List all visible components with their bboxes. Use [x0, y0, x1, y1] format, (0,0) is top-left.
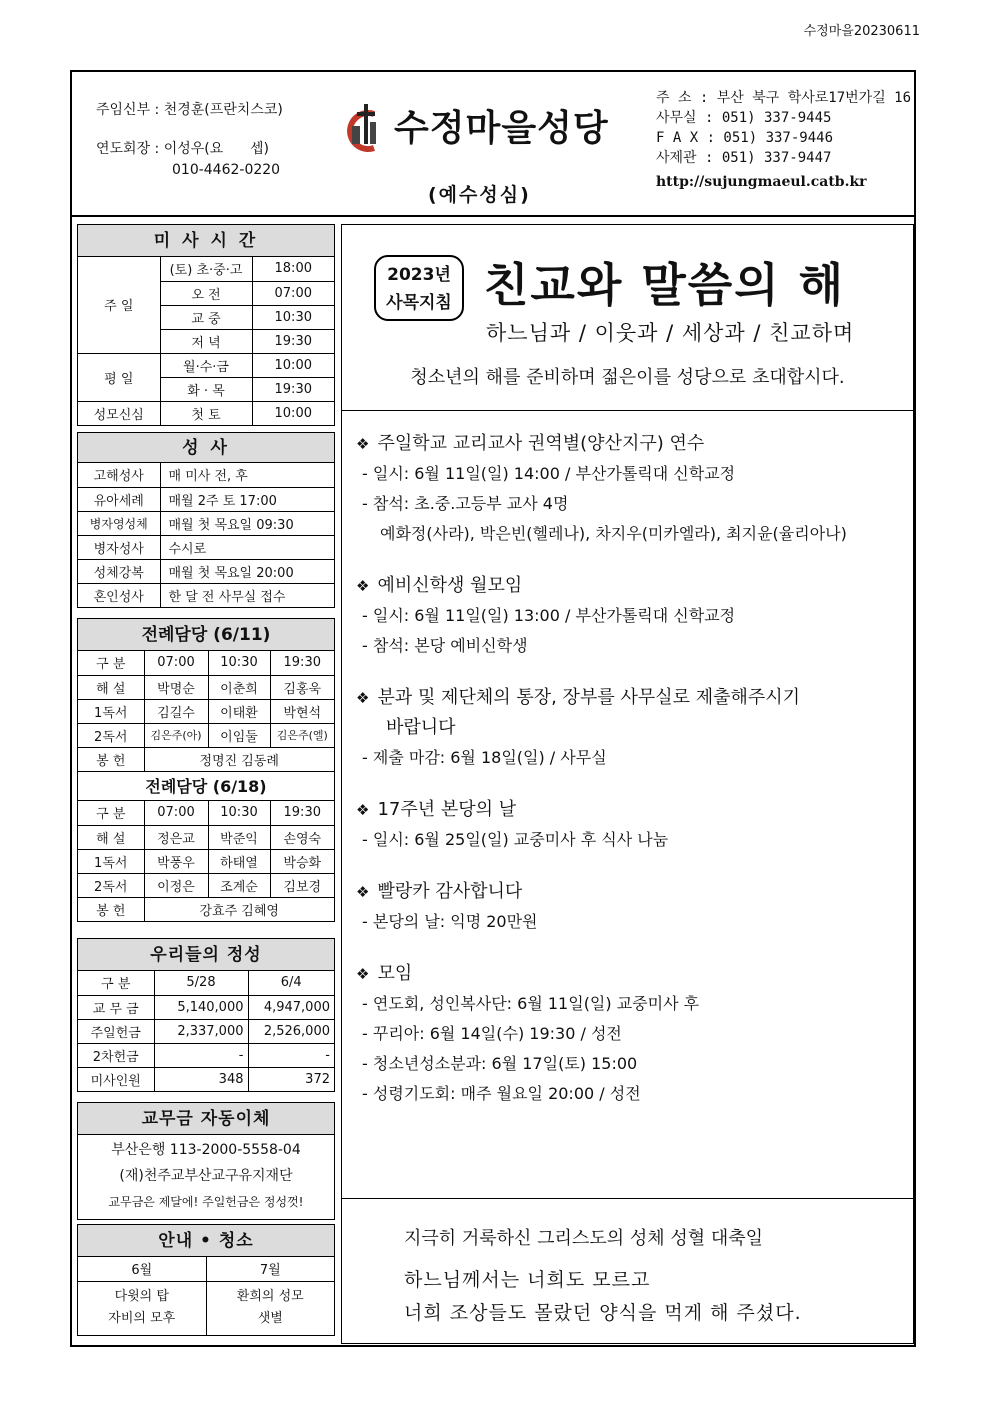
weekday-label: 평 일: [78, 353, 160, 401]
news-line: - 본당의 날: 익명 20만원: [362, 912, 538, 931]
bullet-icon: ❖: [356, 801, 370, 819]
pastoral-slogan: 친교와 말씀의 해: [484, 258, 846, 312]
bullet-icon: ❖: [356, 883, 370, 901]
mass-slot: 화 · 목: [160, 377, 252, 401]
liturgy-header: 07:00: [144, 651, 208, 675]
cleaning-group: 환희의 성모: [236, 1289, 304, 1305]
news-line: - 참석: 본당 예비신학생: [362, 636, 528, 655]
offering-note: 교무금은 제달에! 주일헌금은 정성껏!: [108, 1195, 304, 1209]
mass-slot: 오 전: [160, 281, 252, 305]
offering-amount: 372: [248, 1067, 334, 1091]
news-line: - 성령기도회: 매주 월요일 20:00 / 성전: [362, 1084, 641, 1103]
liturgy-offering: 정명진 김동례: [144, 747, 334, 771]
liturgy-person: 정은교: [144, 825, 208, 849]
liturgy-person: 김은주(엘): [270, 723, 334, 747]
sacrament-name: 혼인성사: [78, 583, 160, 607]
address: 주 소 : 부산 북구 학사로17번가길 16: [656, 90, 912, 106]
sacrament-value: 매월 2주 토 17:00: [160, 487, 334, 511]
account-holder: (재)천주교부산교구유지재단: [119, 1168, 293, 1184]
quote-line: 하느님께서는 너희도 모르고: [404, 1269, 651, 1291]
offering-category: 2차헌금: [78, 1043, 154, 1067]
header-contacts-left: [96, 100, 283, 181]
auto-transfer-box: [77, 1102, 335, 1220]
liturgy-person: 김보경: [270, 873, 334, 897]
badge-label: 사목지침: [386, 293, 452, 313]
council-phone: 010-4462-0220: [172, 162, 281, 178]
marian-label: 성모신심: [78, 401, 160, 425]
sacrament-value: 한 달 전 사무실 접수: [160, 583, 334, 607]
liturgy-header: 구 분: [78, 651, 144, 675]
news-title: 빨랑카 감사합니다: [377, 881, 523, 902]
news-line: - 참석: 초.중.고등부 교사 4명: [362, 494, 569, 513]
news-section: [342, 411, 913, 1199]
news-line: - 청소년성소분과: 6월 17일(토) 15:00: [362, 1054, 638, 1073]
parish-emblem-icon: [344, 100, 390, 156]
cleaning-title: 안내 • 청소: [78, 1225, 334, 1257]
liturgy-person: 김길수: [144, 699, 208, 723]
mass-time: 18:00: [252, 257, 334, 281]
pastoral-banner: [342, 225, 913, 411]
bank-account: 부산은행 113-2000-5558-04: [111, 1142, 301, 1158]
news-item: [356, 877, 899, 937]
bullet-icon: ❖: [356, 965, 370, 983]
cleaning-june: [78, 1281, 206, 1335]
news-item: [356, 683, 899, 773]
liturgy-0611-table: [78, 651, 334, 771]
cleaning-table: [78, 1257, 334, 1335]
news-title: 17주년 본당의 날: [377, 799, 517, 820]
liturgy-header: 10:30: [208, 801, 270, 825]
sunday-label: 주 일: [78, 257, 160, 353]
news-title: 주일학교 교리교사 권역별(양산지구) 연수: [377, 433, 705, 454]
mass-times-box: [77, 224, 335, 426]
sacraments-title: 성 사: [78, 433, 334, 463]
news-item: [356, 795, 899, 855]
news-line: 예화정(사라), 박은빈(헬레나), 차지우(미카엘라), 최지윤(율리아나): [380, 524, 847, 543]
offering-amount: 5,140,000: [154, 995, 248, 1019]
pastoral-badge: [374, 255, 464, 321]
cleaning-group: 샛별: [257, 1311, 283, 1327]
liturgy-role: 봉 헌: [78, 747, 144, 771]
news-line: - 꾸리아: 6월 14일(수) 19:30 / 성전: [362, 1024, 622, 1043]
liturgy-person: 하태열: [208, 849, 270, 873]
mass-slot: 교 중: [160, 305, 252, 329]
liturgy-box: [77, 618, 335, 922]
feast-name: (예수성심): [428, 184, 531, 206]
liturgy-header: 구 분: [78, 801, 144, 825]
cleaning-group: 자비의 모후: [108, 1311, 176, 1327]
liturgy-person: 김은주(아): [144, 723, 208, 747]
sacrament-value: 수시로: [160, 535, 334, 559]
offering-category: 교 무 금: [78, 995, 154, 1019]
sacraments-box: [77, 432, 335, 608]
liturgy-person: 박명순: [144, 675, 208, 699]
parish-logo: [344, 100, 634, 160]
offerings-box: [77, 938, 335, 1092]
offering-amount: -: [154, 1043, 248, 1067]
bulletin-frame: [70, 70, 916, 1347]
offerings-header: 6/4: [248, 971, 334, 995]
liturgy-person: 손영숙: [270, 825, 334, 849]
offering-amount: 348: [154, 1067, 248, 1091]
liturgy-header: 19:30: [270, 651, 334, 675]
news-line: - 일시: 6월 25일(일) 교중미사 후 식사 나눔: [362, 830, 669, 849]
auto-transfer-info: [78, 1135, 334, 1219]
cleaning-july: [206, 1281, 334, 1335]
news-line: - 연도회, 성인복사단: 6월 11일(일) 교중미사 후: [362, 994, 700, 1013]
liturgy-role: 해 설: [78, 825, 144, 849]
bullet-icon: ❖: [356, 435, 370, 453]
sacrament-value: 매 미사 전, 후: [160, 463, 334, 487]
liturgy-role: 2독서: [78, 723, 144, 747]
mass-slot: 첫 토: [160, 401, 252, 425]
auto-transfer-title: 교무금 자동이체: [78, 1103, 334, 1135]
liturgy-person: 박풍우: [144, 849, 208, 873]
scripture-quote: [342, 1200, 913, 1343]
sacrament-value: 매월 첫 목요일 20:00: [160, 559, 334, 583]
liturgy-role: 해 설: [78, 675, 144, 699]
pastoral-note: 청소년의 해를 준비하며 젊은이를 성당으로 초대합시다.: [410, 367, 845, 388]
news-line: - 일시: 6월 11일(일) 13:00 / 부산가톨릭대 신학교정: [362, 606, 736, 625]
offering-amount: -: [248, 1043, 334, 1067]
liturgy-offering: 강효주 김혜영: [144, 897, 334, 921]
cleaning-group: 다윗의 탑: [114, 1289, 169, 1305]
news-item: [356, 429, 899, 549]
liturgy-role: 2독서: [78, 873, 144, 897]
mass-times-table: [78, 257, 334, 425]
main-column: [341, 224, 914, 1344]
news-title: 예비신학생 월모임: [377, 575, 523, 596]
liturgy-person: 박준익: [208, 825, 270, 849]
liturgy-header: 19:30: [270, 801, 334, 825]
document-id: 수정마을20230611: [803, 24, 920, 39]
sacrament-value: 매월 첫 목요일 09:30: [160, 511, 334, 535]
council-head-line: 연도회장 : 이성우(요 셉): [96, 141, 269, 157]
offering-category: 미사인원: [78, 1067, 154, 1091]
offering-amount: 4,947,000: [248, 995, 334, 1019]
liturgy-person: 박승화: [270, 849, 334, 873]
liturgy-person: 김홍욱: [270, 675, 334, 699]
header: [72, 72, 914, 217]
news-title: 모임: [377, 963, 413, 984]
mass-time: 19:30: [252, 329, 334, 353]
mass-time: 10:00: [252, 401, 334, 425]
header-contacts-right: [656, 88, 911, 192]
quote-line: 너희 조상들도 몰랐던 양식을 먹게 해 주셨다.: [404, 1302, 802, 1324]
liturgy-header: 10:30: [208, 651, 270, 675]
offering-amount: 2,337,000: [154, 1019, 248, 1043]
offerings-title: 우리들의 정성: [78, 939, 334, 971]
sacrament-name: 병자성사: [78, 535, 160, 559]
offering-category: 주일헌금: [78, 1019, 154, 1043]
website-link[interactable]: http://sujungmaeul.catb.kr: [656, 174, 867, 190]
sacrament-name: 유아세례: [78, 487, 160, 511]
liturgy-0618-title: 전례담당 (6/18): [78, 771, 334, 801]
mass-slot: 저 녁: [160, 329, 252, 353]
news-line: - 제출 마감: 6월 18일(일) / 사무실: [362, 748, 607, 767]
sacrament-name: 고해성사: [78, 463, 160, 487]
offerings-table: [78, 971, 334, 1091]
mass-time: 10:00: [252, 353, 334, 377]
news-item: [356, 959, 899, 1109]
fax: F A X : 051) 337-9446: [656, 130, 834, 146]
office-phone: 사무실 : 051) 337-9445: [656, 110, 832, 126]
mass-time: 07:00: [252, 281, 334, 305]
rectory-phone: 사제관 : 051) 337-9447: [656, 150, 832, 166]
liturgy-person: 이임둘: [208, 723, 270, 747]
liturgy-0618-table: [78, 801, 334, 921]
cleaning-month: 6월: [78, 1257, 206, 1281]
mass-time: 19:30: [252, 377, 334, 401]
liturgy-0611-title: 전례담당 (6/11): [78, 619, 334, 651]
offering-amount: 2,526,000: [248, 1019, 334, 1043]
cleaning-box: [77, 1224, 335, 1336]
liturgy-person: 이태환: [208, 699, 270, 723]
liturgy-person: 이정은: [144, 873, 208, 897]
news-title: 분과 및 제단체의 통장, 장부를 사무실로 제출해주시기: [377, 687, 801, 708]
pastor-line: 주임신부 : 천경훈(프란치스코): [96, 102, 283, 118]
cleaning-month: 7월: [206, 1257, 334, 1281]
news-title-cont: 바랍니다: [386, 717, 456, 738]
sacrament-name: 성체강복: [78, 559, 160, 583]
sacraments-table: [78, 463, 334, 607]
liturgy-header: 07:00: [144, 801, 208, 825]
quote-title: 지극히 거룩하신 그리스도의 성체 성혈 대축일: [404, 1228, 763, 1249]
liturgy-person: 박현석: [270, 699, 334, 723]
bullet-icon: ❖: [356, 577, 370, 595]
news-line: - 일시: 6월 11일(일) 14:00 / 부산가톨릭대 신학교정: [362, 464, 736, 483]
mass-time: 10:30: [252, 305, 334, 329]
pastoral-subtitle: 하느님과 / 이웃과 / 세상과 / 친교하며: [486, 321, 855, 345]
mass-times-title: 미 사 시 간: [78, 225, 334, 257]
badge-year: 2023년: [387, 265, 451, 285]
mass-slot: 월·수·금: [160, 353, 252, 377]
liturgy-person: 조계순: [208, 873, 270, 897]
mass-slot: (토) 초·중·고: [160, 257, 252, 281]
liturgy-role: 1독서: [78, 699, 144, 723]
offerings-header: 5/28: [154, 971, 248, 995]
bullet-icon: ❖: [356, 689, 370, 707]
offerings-header: 구 분: [78, 971, 154, 995]
parish-name: 수정마을성당: [394, 108, 609, 149]
liturgy-role: 1독서: [78, 849, 144, 873]
liturgy-person: 이춘희: [208, 675, 270, 699]
liturgy-role: 봉 헌: [78, 897, 144, 921]
sacrament-name: 병자영성체: [78, 511, 160, 535]
news-item: [356, 571, 899, 661]
